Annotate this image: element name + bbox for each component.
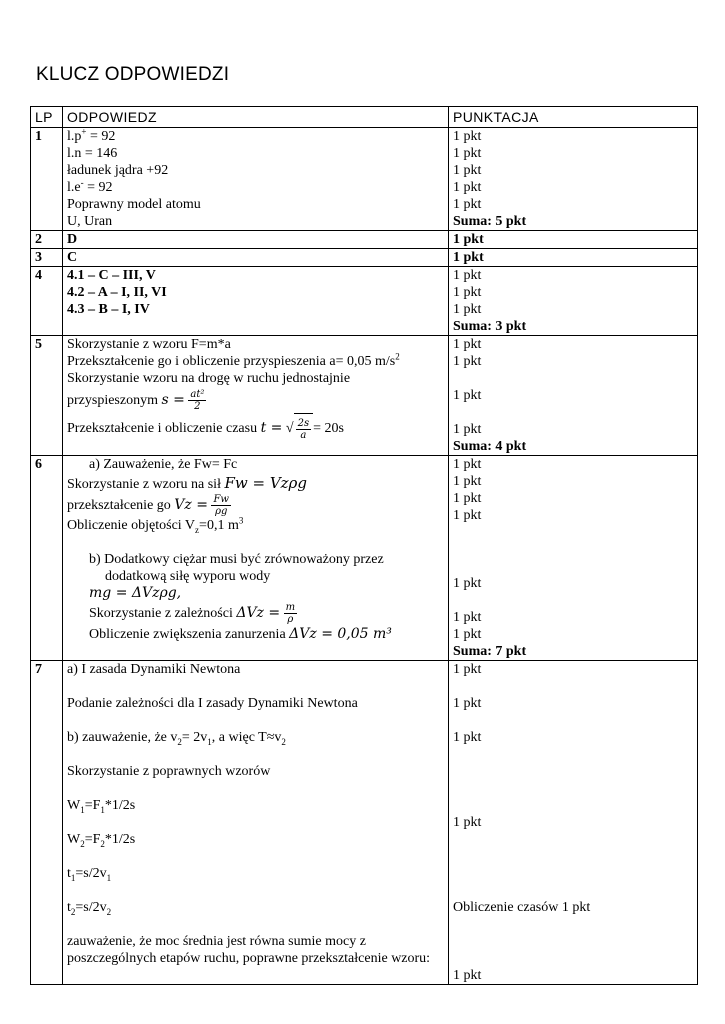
text: Przekształcenie i obliczenie czasu bbox=[67, 421, 258, 436]
text: l.p bbox=[67, 129, 82, 144]
spacer bbox=[453, 404, 693, 421]
points-sum: Suma: 5 pkt bbox=[453, 214, 527, 229]
fraction bbox=[284, 602, 297, 625]
text: = 92 bbox=[86, 129, 116, 144]
text: W bbox=[67, 832, 81, 847]
answer-line: zauważenie, że moc średnia jest równa sumie mocy z poszczególnych etapów ruchu, poprawne przekształcenie wzoru: bbox=[67, 934, 431, 966]
spacer bbox=[453, 746, 693, 814]
answer-line: U, Uran bbox=[67, 214, 113, 229]
subscript: 1 bbox=[100, 804, 105, 815]
numerator: at² bbox=[190, 389, 205, 401]
answer-cell bbox=[63, 661, 449, 985]
table-row bbox=[31, 128, 698, 231]
fraction bbox=[188, 389, 206, 412]
text: t bbox=[67, 866, 71, 881]
subscript: 1 bbox=[70, 872, 76, 883]
table-row bbox=[31, 231, 698, 249]
points-sum: Suma: 7 pkt bbox=[453, 644, 527, 659]
subscript: z bbox=[195, 524, 200, 535]
row-number: 3 bbox=[31, 249, 63, 267]
formula: Vz = bbox=[174, 497, 208, 513]
spacer bbox=[453, 712, 693, 729]
spacer bbox=[453, 916, 693, 967]
spacer bbox=[453, 370, 693, 387]
row-number: 4 bbox=[31, 267, 63, 336]
answer-cell: D bbox=[63, 231, 449, 249]
spacer bbox=[67, 746, 444, 763]
row-number: 1 bbox=[31, 128, 63, 231]
points: 1 pkt bbox=[453, 422, 482, 437]
points: 1 pkt bbox=[453, 129, 482, 144]
points: 1 pkt bbox=[453, 388, 482, 403]
spacer bbox=[67, 712, 444, 729]
superscript: 3 bbox=[238, 515, 244, 526]
subscript: 2 bbox=[70, 906, 76, 917]
answer-cell bbox=[63, 456, 449, 661]
text: =F bbox=[84, 798, 101, 813]
answer-line: a) I zasada Dynamiki Newtona bbox=[67, 662, 241, 677]
answer-cell bbox=[63, 267, 449, 336]
fraction bbox=[211, 494, 231, 517]
answer-line: b) Dodatkowy ciężar musi być zrównoważony przez bbox=[89, 552, 384, 567]
points: Obliczenie czasów 1 pkt bbox=[453, 900, 591, 915]
text: , a więc T≈v bbox=[211, 730, 282, 745]
superscript: - bbox=[80, 177, 84, 188]
page-title: KLUCZ ODPOWIEDZI bbox=[36, 64, 230, 85]
formula: Fw = Vzρg bbox=[224, 474, 307, 492]
text: Przekształcenie go i obliczenie przyspieszenia a= 0,05 m/s bbox=[67, 354, 396, 369]
table-row bbox=[31, 267, 698, 336]
subscript: 2 bbox=[177, 736, 182, 747]
subscript: 1 bbox=[80, 804, 85, 815]
spacer bbox=[67, 780, 444, 797]
answer-line: Poprawny model atomu bbox=[67, 197, 201, 212]
points-cell bbox=[449, 456, 698, 661]
text: *1/2s bbox=[104, 798, 136, 813]
points-sum: Suma: 4 pkt bbox=[453, 439, 527, 454]
points: 1 pkt bbox=[453, 354, 482, 369]
row-number: 2 bbox=[31, 231, 63, 249]
table-row bbox=[31, 249, 698, 267]
text: Skorzystanie z zależności bbox=[89, 606, 233, 621]
answer-line bbox=[67, 585, 444, 602]
points-cell bbox=[449, 128, 698, 231]
points: 1 pkt bbox=[453, 627, 482, 642]
answer-line: Podanie zależności dla I zasady Dynamiki Newtona bbox=[67, 696, 358, 711]
points: 1 pkt bbox=[453, 968, 482, 983]
points: 1 pkt bbox=[453, 662, 482, 677]
points: 1 pkt bbox=[453, 337, 482, 352]
answer-line bbox=[67, 353, 444, 370]
text: =F bbox=[84, 832, 101, 847]
answer-line bbox=[67, 797, 444, 814]
spacer bbox=[67, 534, 444, 551]
text: = 92 bbox=[83, 180, 113, 195]
text: = 2v bbox=[181, 730, 208, 745]
points-sum: Suma: 3 pkt bbox=[453, 319, 527, 334]
points: 1 pkt bbox=[453, 146, 482, 161]
answer-line bbox=[67, 387, 444, 413]
text: przyspieszonym bbox=[67, 393, 158, 408]
answer-line bbox=[67, 602, 444, 624]
answer-line bbox=[67, 729, 444, 746]
table-row bbox=[31, 336, 698, 456]
spacer bbox=[453, 592, 693, 609]
answer-line bbox=[67, 899, 444, 916]
points-cell: 1 pkt bbox=[449, 231, 698, 249]
answer-line bbox=[67, 413, 444, 443]
answer-line bbox=[67, 624, 444, 644]
points: 1 pkt bbox=[453, 491, 482, 506]
text: *1/2s bbox=[104, 832, 136, 847]
formula: mg = ΔVzρg, bbox=[89, 585, 182, 601]
points-cell bbox=[449, 661, 698, 985]
points-cell: 1 pkt bbox=[449, 249, 698, 267]
answer-line: 4.2 – A – I, II, VI bbox=[67, 285, 167, 300]
subscript: 2 bbox=[100, 838, 105, 849]
answer-line: ładunek jądra +92 bbox=[67, 163, 169, 178]
answer-cell bbox=[63, 336, 449, 456]
text: Obliczenie zwiększenia zanurzenia bbox=[89, 627, 286, 642]
formula: ΔVz = bbox=[236, 605, 281, 621]
points: 1 pkt bbox=[453, 610, 482, 625]
answer-line bbox=[67, 865, 444, 882]
points: 1 pkt bbox=[453, 508, 482, 523]
text: =s/2v bbox=[75, 900, 107, 915]
points: 1 pkt bbox=[453, 576, 482, 591]
numerator: 2s bbox=[297, 417, 310, 429]
formula: ΔVz = 0,05 m³ bbox=[289, 626, 392, 642]
table-row bbox=[31, 661, 698, 985]
text: W bbox=[67, 798, 81, 813]
answer-line: dodatkową siłę wyporu wody bbox=[105, 569, 271, 584]
subscript: 2 bbox=[281, 736, 286, 747]
points: 1 pkt bbox=[453, 285, 482, 300]
spacer bbox=[453, 678, 693, 695]
text: =0,1 m bbox=[199, 518, 239, 533]
denominator: ρg bbox=[215, 506, 228, 518]
table-header-row bbox=[31, 107, 698, 128]
points: 1 pkt bbox=[453, 474, 482, 489]
superscript: 2 bbox=[395, 351, 400, 362]
square-root-icon: √ $\frac{2s}{a}$ bbox=[286, 413, 313, 444]
fraction bbox=[296, 418, 312, 441]
superscript: + bbox=[81, 126, 87, 137]
header-punktacja: PUNKTACJA bbox=[449, 107, 698, 128]
subscript: 2 bbox=[106, 906, 112, 917]
spacer bbox=[453, 524, 693, 575]
subscript: 1 bbox=[207, 736, 212, 747]
points: 1 pkt bbox=[453, 197, 482, 212]
answer-cell bbox=[63, 128, 449, 231]
row-number: 7 bbox=[31, 661, 63, 985]
spacer bbox=[67, 814, 444, 831]
formula: t = bbox=[260, 420, 283, 436]
points: 1 pkt bbox=[453, 815, 482, 830]
answer-key-table bbox=[30, 106, 698, 985]
numerator: m bbox=[285, 602, 296, 614]
answer-line: Skorzystanie wzoru na drogę w ruchu jednostajnie bbox=[67, 371, 351, 386]
answer-line bbox=[67, 128, 444, 145]
answer-line bbox=[67, 473, 444, 493]
answer-line bbox=[67, 179, 444, 196]
text: b) zauważenie, że v bbox=[67, 730, 178, 745]
points-cell bbox=[449, 267, 698, 336]
points: 1 pkt bbox=[453, 457, 482, 472]
answer-line: Skorzystanie z poprawnych wzorów bbox=[67, 764, 271, 779]
spacer bbox=[67, 678, 444, 695]
row-number: 5 bbox=[31, 336, 63, 456]
points: 1 pkt bbox=[453, 302, 482, 317]
points: 1 pkt bbox=[453, 268, 482, 283]
answer-line: 4.1 – C – III, V bbox=[67, 268, 156, 283]
points: 1 pkt bbox=[453, 163, 482, 178]
answer-line: l.n = 146 bbox=[67, 146, 118, 161]
points: 1 pkt bbox=[453, 696, 482, 711]
answer-line: 4.3 – B – I, IV bbox=[67, 302, 150, 317]
answer-cell: C bbox=[63, 249, 449, 267]
answer-line: a) Zauważenie, że Fw= Fc bbox=[89, 457, 238, 472]
row-number: 6 bbox=[31, 456, 63, 661]
spacer bbox=[67, 848, 444, 865]
text: Obliczenie objętości V bbox=[67, 518, 196, 533]
numerator: Fw bbox=[213, 494, 229, 506]
header-odpowiedz: ODPOWIEDZ bbox=[63, 107, 449, 128]
header-lp: LP bbox=[31, 107, 63, 128]
answer-line: Skorzystanie z wzoru F=m*a bbox=[67, 337, 231, 352]
denominator: a bbox=[300, 429, 307, 441]
denominator: ρ bbox=[287, 614, 294, 626]
points: 1 pkt bbox=[453, 180, 482, 195]
answer-line bbox=[67, 831, 444, 848]
text: t bbox=[67, 900, 71, 915]
points-cell bbox=[449, 336, 698, 456]
text: przekształcenie go bbox=[67, 498, 171, 513]
answer-line bbox=[67, 517, 444, 534]
spacer bbox=[67, 882, 444, 899]
text: = 20s bbox=[313, 421, 344, 436]
text: l.e bbox=[67, 180, 81, 195]
spacer bbox=[453, 831, 693, 899]
denominator: 2 bbox=[194, 401, 201, 413]
subscript: 1 bbox=[106, 872, 112, 883]
table-row bbox=[31, 456, 698, 661]
formula: s = bbox=[161, 392, 185, 408]
answer-line bbox=[67, 493, 444, 517]
points: 1 pkt bbox=[453, 730, 482, 745]
text: Skorzystanie z wzoru na sił bbox=[67, 477, 221, 492]
text: =s/2v bbox=[75, 866, 107, 881]
subscript: 2 bbox=[80, 838, 85, 849]
spacer bbox=[67, 916, 444, 933]
